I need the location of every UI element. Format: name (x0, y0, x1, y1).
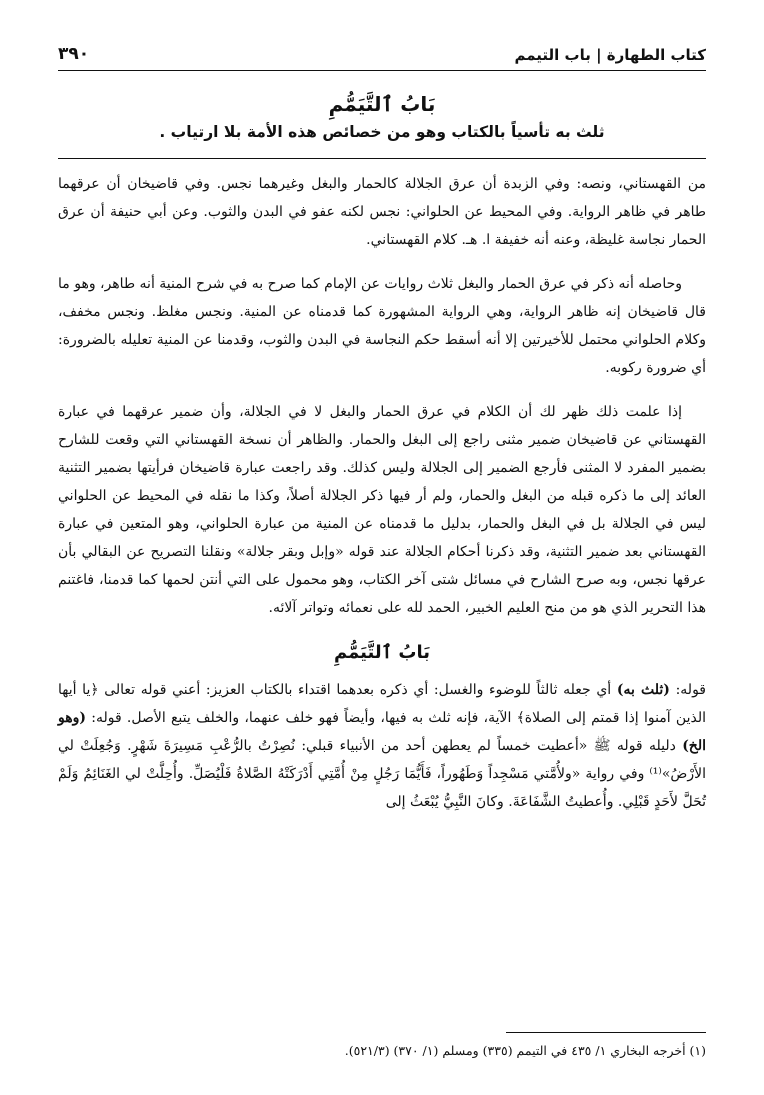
text-divider (58, 158, 706, 159)
commentary-text-1: أي جعله ثالثاً للوضوء والغسل: أي ذكره بعدهما اقتداء بالكتاب العزيز: أعني قوله تعالى ﴿يا أيها الذين آمنوا إذا قمتم إلى الصلاة﴾ الآية، فإنه ثلث به فيها، وأيضاً فهو خلف عنهما، والخلف يتبع الأصل. قوله: (58, 682, 706, 726)
paragraph: من القهستاني، ونصه: وفي الزبدة أن عرق الجلالة كالحمار والبغل وغيرهما نجس. وفي قاضيخان أن عرقهما طاهر في ظاهر الرواية. وفي المحيط عن الحلواني: نجس لكنه عفو في البدن والثوب. وعن أبي حنيفة أن عرق الحمار نجاسة غليظة، وعنه أنه خفيفة ا. هـ. كلام القهستاني. (58, 176, 706, 248)
chapter-heading: بَابُ ٱلتَّيَمُّمِ (328, 92, 436, 116)
footnote-rule (506, 1032, 706, 1033)
running-header (58, 40, 706, 71)
commentary-paragraph (58, 676, 706, 816)
lemma-1: (ثلث به) (616, 682, 670, 698)
qawluh-label: قوله: (675, 682, 706, 698)
main-text (58, 170, 706, 832)
footnote: (١) أخرجه البخاري ١/ ٤٣٥ في التيمم (٣٣٥) ومسلم (١/ ٣٧٠) (٥٢١/٣). (344, 1043, 706, 1058)
page-number: ٣٩٠ (58, 44, 90, 64)
chapter-intro: ثلث به تأسياً بالكتاب وهو من خصائص هذه الأمة بلا ارتياب . (159, 123, 605, 141)
paragraph: إذا علمت ذلك ظهر لك أن الكلام في عرق الحمار والبغل لا في الجلالة، وأن ضمير عرقهما في عبارة القهستاني عن قاضيخان ضمير مثنى راجع إلى البغل والحمار. والظاهر أن نسخة القهستاني التي وقعت للشارح بضمير المفرد لا المثنى فأرجع الضمير إلى الجلالة وليس كذلك. وقد راجعت عبارة قاضيخان فرأيتها بضمير التثنية العائد إلى ما ذكره قبله من البغل والحمار، ولم أر فيها ذكر الجلالة أصلاً، وكذا ما نقله في المحيط عن الحلواني ليس في الجلالة بل في البغل والحمار، بدليل ما قدمناه عن المنية من عبارة الحلواني، وهو المتعين في عبارة القهستاني بعد ضمير التثنية، وقد ذكرنا أحكام الجلالة عند قوله «وإبل وبقر جلالة» ونقلنا التصريح عن البقالي بأن عرقها نجس، وبه صرح الشارح في مسائل شتى آخر الكتاب، وهو محمول على التي أنتن لحمها كما قدمنا، فاغتنم هذا التحرير الذي هو من منح العليم الخبير، الحمد لله على نعمائه وتواتر آلائه. (58, 404, 706, 616)
lemma-2: (وهو الخ) (58, 710, 707, 754)
header-title: كتاب الطهارة | باب التيمم (514, 46, 706, 64)
section-heading: بَابُ ٱلتَّيَمُّمِ (333, 642, 431, 663)
paragraph: وحاصله أنه ذكر في عرق الحمار والبغل ثلاث روايات عن الإمام كما صرح به في شرح المنية أنه طاهر، وهو ما قال قاضيخان إنه ظاهر الرواية، وهي الرواية المشهورة كما قدمناه عن المنية. ونجس مغلظ. ونجس مخفف، وكلام الحلواني محتمل للأخيرتين إلا أنه أسقط حكم النجاسة في البدن والثوب، وقدمنا عن المنية تعليله بالضرورة: أي ضرورة ركوبه. (58, 276, 706, 376)
commentary-text-2: دليله قوله ﷺ «أعطيت خمساً لم يعطهن أحد من الأنبياء قبلي: نُصِرْتُ بالرُّعْبِ مَسِيرَةَ شَهْرٍ. وَجُعِلَتْ لي الأَرْضُ»⁽¹⁾ وفي رواية «ولأُمَّتي مَسْجِداً وَطَهُوراً، فَأَيُّمَا رَجُلٍ مِنْ أُمَّتِي أَدْرَكَتْهُ الصَّلاةُ فَلْيُصَلِّ. وأُحِلَّتْ لي الغَنَائِمُ وَلَمْ تُحَلَّ لأَحَدٍ قَبْلِي. وأُعطيتُ الشَّفَاعَةَ. وكانَ النَّبِيُّ يُبْعَثُ إلى (58, 738, 706, 810)
